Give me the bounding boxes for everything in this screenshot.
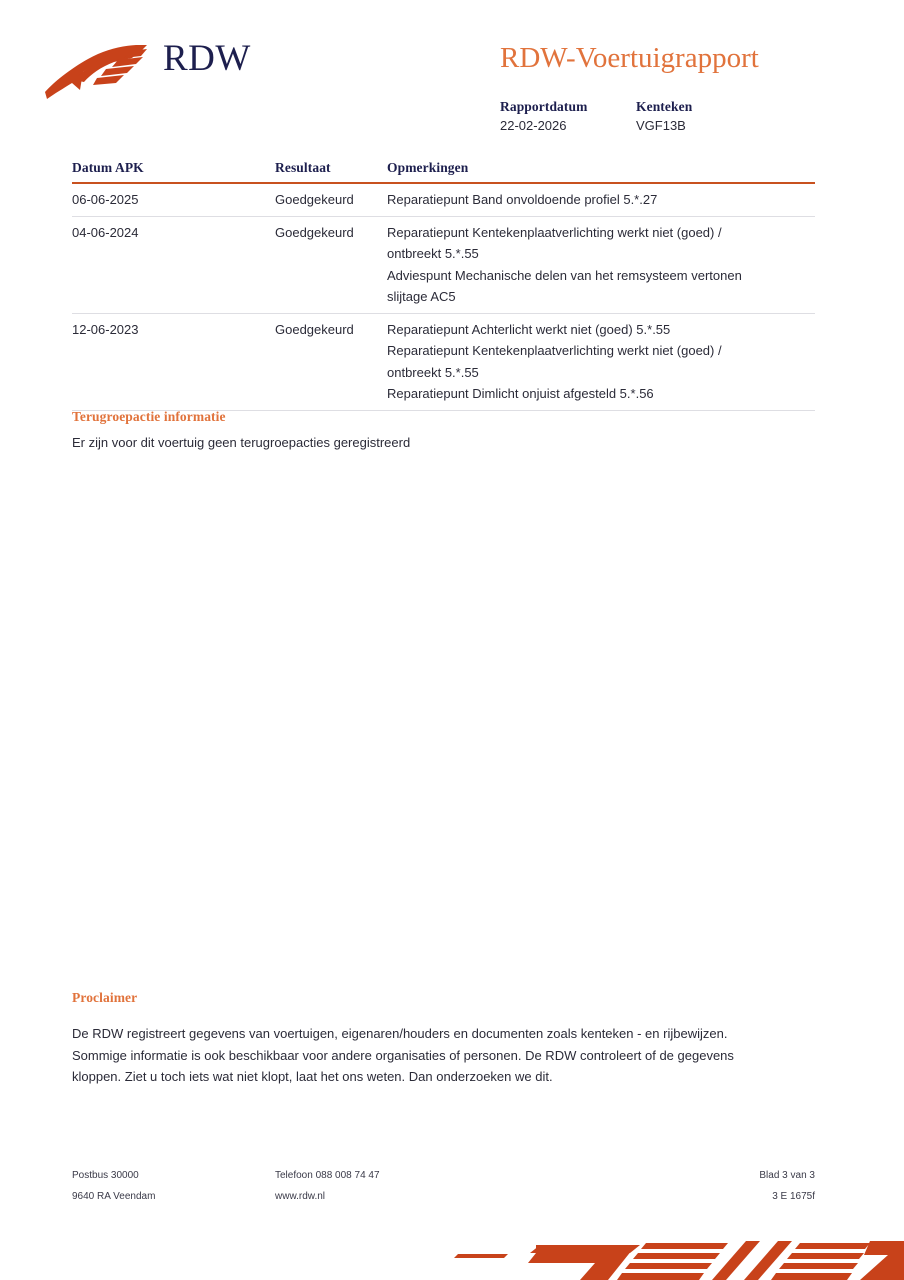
- remark-line: slijtage AC5: [387, 289, 456, 304]
- report-date-value: 22-02-2026: [500, 118, 567, 133]
- recall-section-body: Er zijn voor dit voertuig geen terugroepacties geregistreerd: [72, 435, 411, 450]
- cell-date: 04-06-2024: [72, 224, 139, 240]
- report-date-label: Rapportdatum: [500, 99, 588, 114]
- footer-phone: Telefoon 088 008 74 47: [275, 1170, 380, 1181]
- proclaimer-section-heading: Proclaimer: [72, 990, 138, 1005]
- proclaimer-line: kloppen. Ziet u toch iets wat niet klopt, laat het ons weten. Dan onderzoeken we dit.: [72, 1069, 553, 1084]
- table-row: [72, 217, 815, 314]
- recall-section-heading: Terugroepactie informatie: [72, 409, 226, 424]
- table-row: [72, 314, 815, 411]
- page-footer: [72, 1170, 815, 1212]
- column-header-result: Resultaat: [275, 160, 331, 175]
- remark-line: Adviespunt Mechanische delen van het remsysteem vertonen: [387, 267, 742, 283]
- column-header-date: Datum APK: [72, 160, 144, 175]
- remark-line: ontbreekt 5.*.55: [387, 246, 479, 261]
- proclaimer-line: Sommige informatie is ook beschikbaar voor andere organisaties of personen. De RDW controleert of de gegevens: [72, 1047, 734, 1063]
- table-row: [72, 184, 815, 217]
- footer-row: [72, 1191, 815, 1212]
- table-header-row: [72, 160, 815, 184]
- rdw-wordmark: RDW: [163, 38, 251, 79]
- license-plate-value: VGF13B: [636, 118, 686, 133]
- footer-address-line-1: Postbus 30000: [72, 1170, 139, 1181]
- recall-information-section: [72, 409, 772, 453]
- footer-website: www.rdw.nl: [275, 1191, 326, 1202]
- proclaimer-section: [72, 990, 772, 1088]
- remark-line: Reparatiepunt Achterlicht werkt niet (goed) 5.*.55: [387, 321, 671, 337]
- report-meta: [500, 98, 830, 136]
- cell-result: Goedgekeurd: [275, 224, 354, 240]
- remark-line: Reparatiepunt Kentekenplaatverlichting werkt niet (goed) /: [387, 224, 722, 240]
- apk-history-table: [72, 160, 815, 411]
- rdw-speed-lines-graphic: [440, 1225, 904, 1280]
- cell-result: Goedgekeurd: [275, 192, 354, 207]
- remark-line: Reparatiepunt Dimlicht onjuist afgesteld 5.*.56: [387, 386, 654, 401]
- license-plate-label: Kenteken: [636, 99, 693, 114]
- remark-line: Reparatiepunt Band onvoldoende profiel 5.*.27: [387, 192, 658, 207]
- proclaimer-line: De RDW registreert gegevens van voertuigen, eigenaren/houders en documenten zoals kenteken - en rijbewijzen.: [72, 1026, 728, 1041]
- rdw-feather-logo-icon: [44, 38, 166, 106]
- footer-address-line-2: 9640 RA Veendam: [72, 1191, 156, 1202]
- proclaimer-section-body: [72, 1023, 772, 1088]
- footer-page-info: Blad 3 van 3: [759, 1170, 815, 1181]
- cell-result: Goedgekeurd: [275, 321, 354, 337]
- footer-doc-code: 3 E 1675f: [772, 1191, 815, 1202]
- cell-remarks: [387, 222, 815, 308]
- cell-date: 12-06-2023: [72, 321, 139, 337]
- report-meta-labels: [500, 98, 830, 115]
- cell-remarks: [387, 189, 815, 211]
- remark-line: ontbreekt 5.*.55: [387, 364, 479, 380]
- page-title: RDW-Voertuigrapport: [500, 42, 759, 74]
- report-meta-values: [500, 115, 830, 136]
- cell-remarks: [387, 319, 815, 405]
- column-header-remarks: Opmerkingen: [387, 160, 469, 175]
- cell-date: 06-06-2025: [72, 192, 139, 207]
- remark-line: Reparatiepunt Kentekenplaatverlichting werkt niet (goed) /: [387, 343, 722, 358]
- footer-row: [72, 1170, 815, 1191]
